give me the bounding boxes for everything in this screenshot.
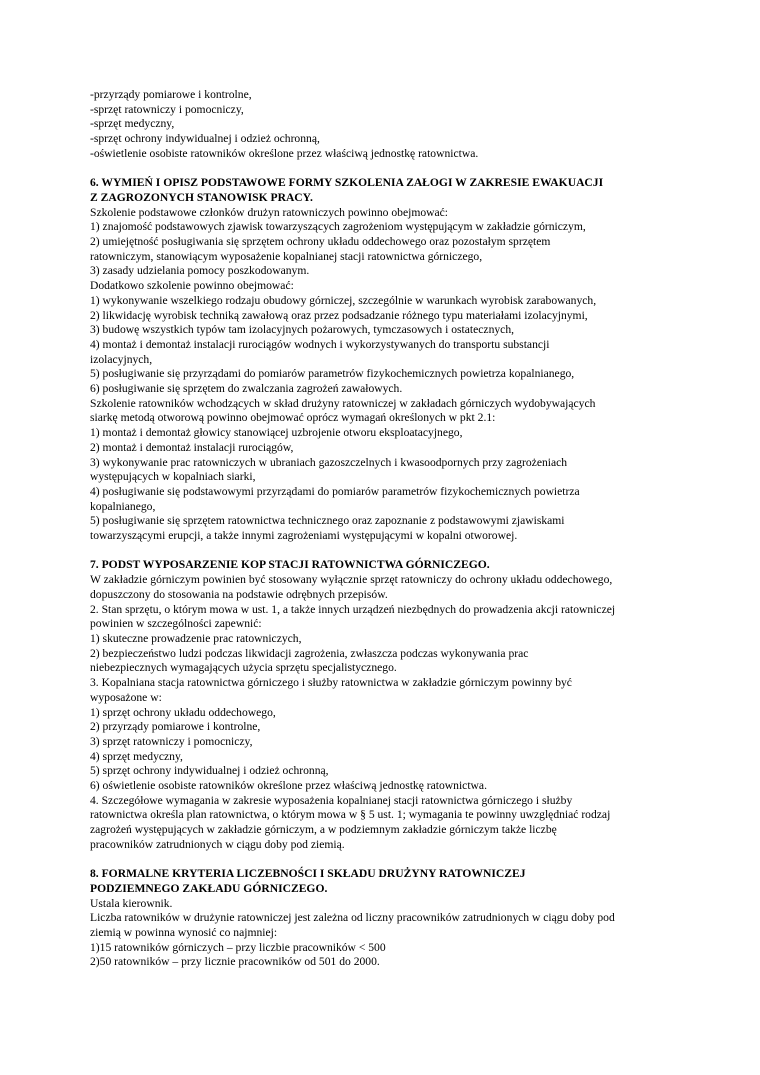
text-line: 4) posługiwanie się podstawowymi przyrządami do pomiarów parametrów fizykochemicznych powietrza bbox=[90, 484, 580, 498]
paragraph-gap bbox=[90, 544, 680, 559]
text-line: 4. Szczegółowe wymagania w zakresie wyposażenia kopalnianej stacji ratownictwa górniczego i służby bbox=[90, 793, 573, 807]
text-line: 4) sprzęt medyczny, bbox=[90, 749, 183, 763]
text-line: niebezpiecznych wymagających użycia sprzętu specjalistycznego. bbox=[90, 661, 397, 675]
text-line: ziemią w powinna wynosić co najmniej: bbox=[90, 926, 278, 940]
text-line: 2) likwidację wyrobisk techniką zawałową oraz przez podsadzanie różnego typu materiałami izolacyjnymi, bbox=[90, 308, 588, 322]
text-line: dopuszczony do stosowania na podstawie odrębnych przepisów. bbox=[90, 587, 388, 601]
paragraph bbox=[90, 573, 680, 852]
text-line: Szkolenie podstawowe członków drużyn ratowniczych powinno obejmować: bbox=[90, 205, 449, 219]
text-line: 2. Stan sprzętu, o którym mowa w ust. 1, a także innych urządzeń niezbędnych do prowadzenia akcji ratowniczej bbox=[90, 602, 616, 616]
text-line: 2) przyrządy pomiarowe i kontrolne, bbox=[90, 720, 261, 734]
text-line: 2) umiejętność posługiwania się sprzętem ochrony układu oddechowego oraz pozostałym sprzętem bbox=[90, 235, 551, 249]
text-line: -sprzęt medyczny, bbox=[90, 117, 175, 131]
text-line: powinien w szczególności zapewnić: bbox=[90, 617, 262, 631]
paragraph bbox=[90, 206, 680, 544]
paragraph-gap bbox=[90, 853, 680, 868]
text-line: 2)50 ratowników – przy licznie pracowników od 501 do 2000. bbox=[90, 955, 380, 969]
text-line: 1)15 ratowników górniczych – przy liczbie pracowników < 500 bbox=[90, 940, 386, 954]
text-line: 1) skuteczne prowadzenie prac ratowniczych, bbox=[90, 631, 302, 645]
text-line: 1) znajomość podstawowych zjawisk towarzyszących zagrożeniom występującym w zakładzie górniczym, bbox=[90, 220, 586, 234]
text-line: 3) wykonywanie prac ratowniczych w ubraniach gazoszczelnych i kwasoodpornych przy zagrożeniach bbox=[90, 455, 568, 469]
text-line: -sprzęt ratowniczy i pomocniczy, bbox=[90, 102, 244, 116]
heading-line: 6. WYMIEŃ I OPISZ PODSTAWOWE FORMY SZKOLENIA ZAŁOGI W ZAKRESIE EWAKUACJI bbox=[90, 176, 604, 190]
text-line: 2) montaż i demontaż instalacji rurociągów, bbox=[90, 440, 294, 454]
heading-line: 8. FORMALNE KRYTERIA LICZEBNOŚCI I SKŁADU DRUŻYNY RATOWNICZEJ bbox=[90, 867, 526, 881]
text-line: -przyrządy pomiarowe i kontrolne, bbox=[90, 88, 252, 101]
text-line: towarzyszącymi erupcji, a także innymi zagrożeniami występującymi w kopalni otworowej. bbox=[90, 529, 518, 543]
section-heading bbox=[90, 558, 680, 573]
text-line: 6) oświetlenie osobiste ratowników określone przez właściwą jednostkę ratownictwa. bbox=[90, 779, 487, 793]
text-line: -sprzęt ochrony indywidualnej i odzież ochronną, bbox=[90, 132, 320, 146]
heading-line: 7. PODST WYPOSARZENIE KOP STACJI RATOWNICTWA GÓRNICZEGO. bbox=[90, 558, 490, 572]
text-line: pracowników zatrudnionych w ciągu doby pod ziemią. bbox=[90, 837, 345, 851]
section-heading bbox=[90, 867, 680, 896]
text-line: 3) sprzęt ratowniczy i pomocniczy, bbox=[90, 734, 253, 748]
text-line: ratowniczym, stanowiącym wyposażenie kopalnianej stacji ratownictwa górniczego, bbox=[90, 249, 483, 263]
paragraph bbox=[90, 897, 680, 971]
text-line: 6) posługiwanie się sprzętem do zwalczania zagrożeń zawałowych. bbox=[90, 382, 403, 396]
text-line: W zakładzie górniczym powinien być stosowany wyłącznie sprzęt ratowniczy do ochrony układu oddechowego, bbox=[90, 573, 613, 587]
text-line: 3) zasady udzielania pomocy poszkodowanym. bbox=[90, 264, 310, 278]
text-line: ratownictwa określa plan ratownictwa, o którym mowa w § 5 ust. 1; wymagania te powinny uwzględniać rodzaj bbox=[90, 808, 611, 822]
paragraph-gap bbox=[90, 162, 680, 177]
text-line: Dodatkowo szkolenie powinno obejmować: bbox=[90, 279, 294, 293]
text-line: 5) sprzęt ochrony indywidualnej i odzież ochronną, bbox=[90, 764, 329, 778]
heading-line: PODZIEMNEGO ZAKŁADU GÓRNICZEGO. bbox=[90, 881, 328, 895]
text-line: występujących w kopalniach siarki, bbox=[90, 470, 256, 484]
text-line: 1) montaż i demontaż głowicy stanowiącej uzbrojenie otworu eksploatacyjnego, bbox=[90, 426, 463, 440]
paragraph bbox=[90, 88, 680, 162]
text-line: wyposażone w: bbox=[90, 690, 162, 704]
heading-line: Z ZAGROZONYCH STANOWISK PRACY. bbox=[90, 190, 313, 204]
text-line: izolacyjnych, bbox=[90, 352, 153, 366]
text-line: -oświetlenie osobiste ratowników określone przez właściwą jednostkę ratownictwa. bbox=[90, 146, 479, 160]
text-line: zagrożeń występujących w zakładzie górniczym, a w podziemnym zakładzie górniczym także liczbę bbox=[90, 823, 557, 837]
text-line: 1) sprzęt ochrony układu oddechowego, bbox=[90, 705, 276, 719]
text-line: Liczba ratowników w drużynie ratowniczej jest zależna od liczny pracowników zatrudnionych w ciągu doby pod bbox=[90, 911, 615, 925]
text-line: 2) bezpieczeństwo ludzi podczas likwidacji zagrożenia, zwłaszcza podczas wykonywania prac bbox=[90, 646, 529, 660]
text-line: 3. Kopalniana stacja ratownictwa górniczego i służby ratownictwa w zakładzie górniczym powinny być bbox=[90, 676, 572, 690]
text-line: Ustala kierownik. bbox=[90, 896, 173, 910]
text-line: 5) posługiwanie się przyrządami do pomiarów parametrów fizykochemicznych powietrza kopalnianego, bbox=[90, 367, 575, 381]
text-line: kopalnianego, bbox=[90, 499, 156, 513]
text-line: 4) montaż i demontaż instalacji rurociągów wodnych i wykorzystywanych do transportu substancji bbox=[90, 337, 550, 351]
text-line: Szkolenie ratowników wchodzących w skład drużyny ratowniczej w zakładach górniczych wydobywających bbox=[90, 396, 596, 410]
document-page bbox=[90, 88, 680, 970]
text-line: 3) budowę wszystkich typów tam izolacyjnych pożarowych, tymczasowych i ostatecznych, bbox=[90, 323, 515, 337]
text-line: siarkę metodą otworową powinno obejmować oprócz wymagań określonych w pkt 2.1: bbox=[90, 411, 496, 425]
text-line: 5) posługiwanie się sprzętem ratownictwa technicznego oraz zapoznanie z podstawowymi zjawiskami bbox=[90, 514, 565, 528]
section-heading bbox=[90, 176, 680, 205]
text-line: 1) wykonywanie wszelkiego rodzaju obudowy górniczej, szczególnie w warunkach wyrobisk zarabowanych, bbox=[90, 293, 597, 307]
